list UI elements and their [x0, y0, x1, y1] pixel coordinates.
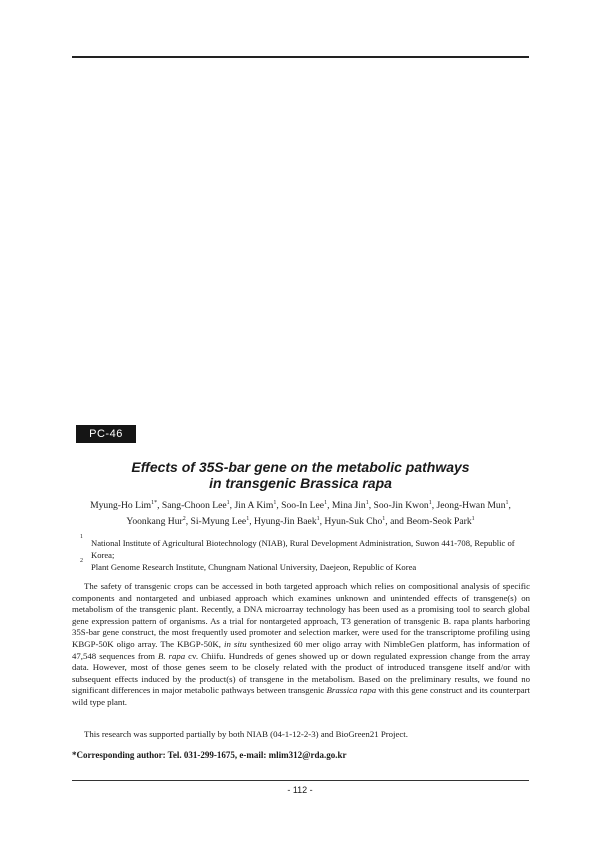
affiliation-1: 1 National Institute of Agricultural Biotechnology (NIAB), Rural Development Administration, Suwon 441-708, Republic of Korea; [80, 537, 529, 561]
abstract-part-2: synthesized 60 mer oligo array with NimbleGen platform, has information of 47,548 sequences from [72, 638, 530, 661]
author [254, 516, 320, 527]
abstract-b-rapa: B. rapa [157, 650, 186, 661]
acknowledgement: This research was supported partially by both NIAB (04-1-12-2-3) and BioGreen21 Project. [84, 729, 408, 739]
paper-title [72, 459, 529, 491]
affiliation-2-text: Plant Genome Research Institute, Chungnam National University, Daejeon, Republic of Korea [91, 562, 417, 572]
author-name: Hyung-Jin Baek [254, 516, 317, 527]
affiliation-2: 2 Plant Genome Research Institute, Chungnam National University, Daejeon, Republic of Korea [80, 561, 529, 573]
bottom-rule [72, 780, 529, 781]
author [191, 516, 250, 527]
author-affiliation-mark: 1* [151, 499, 158, 506]
title-line-2 [72, 475, 529, 491]
author-affiliation-mark: 1 [382, 515, 386, 522]
author-name: Beom-Seok Park [406, 516, 472, 527]
page-number: - 112 - [287, 785, 313, 795]
top-rule [72, 56, 529, 58]
author-affiliation-mark: 1 [316, 515, 320, 522]
author-name: Mina Jin [331, 500, 366, 511]
author-affiliation-mark: 1 [246, 515, 250, 522]
author [234, 500, 276, 511]
author [406, 516, 474, 527]
author-name: Soo-Jin Kwon [373, 500, 429, 511]
author-name: Myung-Ho Lim [90, 500, 152, 511]
abstract-in-situ: in situ [224, 638, 247, 649]
author-name: Jin A Kim [234, 500, 274, 511]
author-affiliation-mark: 1 [324, 499, 328, 506]
author-affiliation-mark: 2 [182, 515, 186, 522]
author [324, 516, 385, 527]
affiliation-1-text: National Institute of Agricultural Biotechnology (NIAB), Rural Development Administration, Suwon 441-708, Republic of Korea; [91, 538, 515, 560]
abstract-brassica-rapa: Brassica rapa [326, 685, 377, 696]
author-affiliation-mark: 1 [428, 499, 432, 506]
author [162, 500, 230, 511]
author [281, 500, 327, 511]
corresponding-author: *Corresponding author: Tel. 031-299-1675, e-mail: mlim312@rda.go.kr [72, 750, 347, 760]
author-name: Soo-In Lee [281, 500, 325, 511]
title-line-1: Effects of 35S-bar gene on the metabolic pathways [131, 459, 470, 475]
author-name: Si-Myung Lee [190, 516, 247, 527]
title-line-2-prefix: in transgenic [209, 475, 301, 491]
author [126, 516, 185, 527]
author-affiliation-mark: 1 [505, 499, 509, 506]
author-affiliation-mark: 1 [365, 499, 369, 506]
abstract-part-4: with this gene construct and its counterpart wild type plant. [72, 685, 530, 707]
author [374, 500, 432, 511]
author [90, 500, 157, 511]
title-species: Brassica rapa [300, 475, 392, 491]
author-affiliation-mark: 1 [273, 499, 277, 506]
abstract-part-1: The safety of transgenic crops can be accessed in both targeted approach which relies on compositional analysis of specific components and nontargeted and unbiased approach which examines unknown and unintended effects of transgene(s) on metabolism of the transgenic plant. Recently, a DNA microarray technology has been used as a promising tool to search global gene expression pattern of organisms. As a trial for nontargeted approach, T3 generation of transgenic B. rapa plants harboring 35S-bar gene construct, the most frequently used promoter and selection marker, were used for the transcriptome profiling using KBGP-50K oligo array. The KBGP-50K, [72, 581, 530, 649]
author-list: Myung-Ho Lim$^{1*}$, Sang-Choon Lee$^1$, Jin A Kim$^1$, Soo-In Lee$^1$, Mina Jin$^1$, Soo-Jin Kwon$^1$, Jeong-Hwan Mun$^1$, Yoonkang Hur$^2$, Si-Myung Lee$^1$, Hyung-Jin Baek$^1$, Hyun-Suk Cho$^1$, and Beom-Seok Park$^1$ [90, 499, 511, 527]
author [437, 500, 509, 511]
author-name: Hyun-Suk Cho [324, 516, 383, 527]
author-name: Sang-Choon Lee [161, 500, 227, 511]
session-code-badge: PC-46 [76, 425, 136, 443]
author-affiliation-mark: 1 [471, 515, 475, 522]
author-affiliation-mark: 1 [226, 499, 230, 506]
author-name: Jeong-Hwan Mun [436, 500, 506, 511]
author [332, 500, 369, 511]
abstract [72, 581, 530, 709]
abstract-part-3: cv. Chiifu. Hundreds of genes showed up or down regulated expression change from the array data. However, most of those genes seem to be closely related with the product of introduced transgene itself and/or with subsequent effects induced by the product(s) of transgene in the metabolism. Based on the preliminary results, we found no significant differences in major metabolic pathways between transgenic [72, 650, 530, 696]
author-name: Yoonkang Hur [126, 516, 183, 527]
